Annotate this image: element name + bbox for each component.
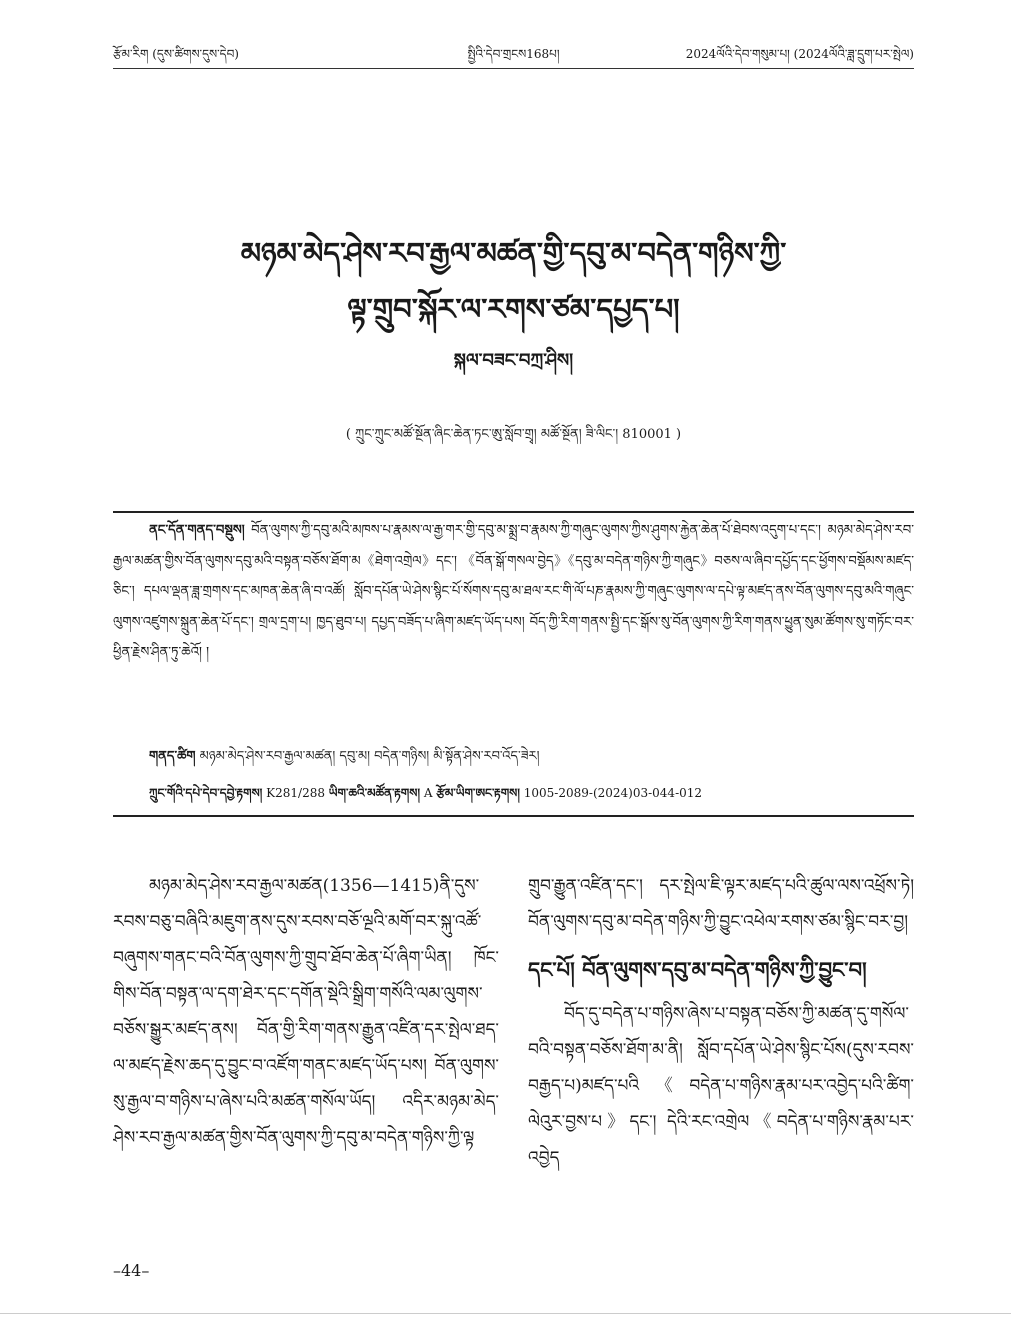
- author-name: སྐལ་བཟང་བཀྲ་ཤིས།: [453, 350, 574, 371]
- body-paragraph: བོད་དུ་བདེན་པ་གཉིས་ཞེས་པ་བསྟན་བཅོས་ཀྱི་མཚན་དུ་གསོལ་བའི་བསྟན་བཅོས་ཐོག་མ་ནི། སློབ་དཔོན་ཡེ་ཤེས་སྙིང་པོས(དུས་རབས་བརྒྱད་པ)མཛད་པའི《བདེན་པ་གཉིས་རྣམ་པར་འབྱེད་པའི་ཚིག་ལེའུར་བྱས་པ》དང་། དེའི་རང་འགྲེལ《བདེན་པ་གཉིས་རྣམ་པར་འབྱེད: [528, 1004, 914, 1168]
- issue-total-number: སྤྱིའི་དེབ་གྲངས168པ།: [467, 47, 560, 61]
- title-line-1: མཉམ་མེད་ཤེས་རབ་རྒྱལ་མཚན་གྱི་དབུ་མ་བདེན་གཉིས་ཀྱི་: [240, 236, 787, 270]
- section-heading: དང་པོ། བོན་ལུགས་དབུ་མ་བདེན་གཉིས་ཀྱི་བྱུང་བ།: [528, 957, 867, 982]
- clc-label: ཀྲུང་གོའི་དཔེ་དེབ་དབྱེ་རྟགས།: [149, 786, 263, 800]
- doc-code-label: ཡིག་ཆའི་མཚོན་རྟགས།: [328, 786, 421, 800]
- article-id-label: རྩོམ་ཡིག་ཨང་རྟགས།: [436, 786, 520, 800]
- title-line-2: ལྟ་གྲུབ་སྐོར་ལ་རགས་ཙམ་དཔྱད་པ།: [347, 292, 680, 326]
- header-rule: [113, 68, 914, 69]
- journal-name: རྩོམ་རིག (དུས་ཚིགས་དུས་དེབ): [113, 47, 239, 61]
- classification-line: [149, 781, 914, 805]
- keywords-label: གནད་ཚིག: [149, 749, 196, 764]
- body-column-left: [113, 868, 499, 1240]
- article-id-value: 1005-2089-(2024)03-044-012: [519, 786, 703, 800]
- abstract-label: ནང་དོན་གནད་བསྡུས།: [149, 523, 245, 538]
- body-column-right: [528, 868, 914, 1240]
- abstract-text: བོན་ལུགས་ཀྱི་དབུ་མའི་མཁས་པ་རྣམས་ལ་རྒྱ་གར་གྱི་དབུ་མ་སྨྲ་བ་རྣམས་ཀྱི་གཞུང་ལུགས་ཀྱིས་ཤུགས་རྐྱེན་ཆེན་པོ་ཐེབས་འདུག་པ་དང་། མཉམ་མེད་ཤེས་རབ་རྒྱལ་མཚན་གྱིས་བོན་ལུགས་དབུ་མའི་བསྟན་བཅོས་ཐོག་མ《ཐེག་འགྲེལ》དང་། 《བོན་སྒོ་གསལ་བྱེད》《དབུ་མ་བདེན་གཉིས་ཀྱི་གཞུང》བཅས་ལ་ཞིབ་དཔྱོད་དང་ཕྱོགས་བསྡོམས་མཛད་ཅིང་། དཔལ་ལྡན་ཟླ་གྲགས་དང་མཁན་ཆེན་ཞི་བ་འཚོ། སློབ་དཔོན་ཡེ་ཤེས་སྙིང་པོ་སོགས་དབུ་མ་ཐལ་རང་གི་ལོ་པཎ་རྣམས་ཀྱི་གཞུང་ལུགས་ལ་དཔེ་ལྟ་མཛད་ནས་བོན་ལུགས་དབུ་མའི་གཞུང་ལུགས་འཛུགས་སྐྲུན་ཆེན་པོ་དང་། གྲལ་དྲག་པ། ཁྱད་ཐུབ་པ། དཔྱད་བཟོད་པ་ཞིག་མཛད་ཡོད་པས། བོད་ཀྱི་རིག་གནས་སྤྱི་དང་སྒོས་སུ་བོན་ལུགས་ཀྱི་རིག་གནས་ཕྱུན་སུམ་ཚོགས་སུ་གཏོང་བར་ཕྱིན་རྗེས་ཤིན་ཏུ་ཆེའོ། །: [113, 523, 914, 661]
- doc-code-value: A: [420, 786, 437, 800]
- keywords: [149, 745, 914, 769]
- keywords-text: མཉམ་མེད་ཤེས་རབ་རྒྱལ་མཚན། དབུ་མ། བདེན་གཉིས། མི་སྟོན་ཤེས་རབ་འོད་ཟེར།: [195, 749, 540, 764]
- issue-date: 2024ལོའི་དེབ་གསུམ་པ། (2024ལོའི་ཟླ་དྲུག་པར་སྤེལ): [685, 47, 914, 61]
- article-title: [113, 225, 914, 337]
- abstract-bottom-rule: [113, 815, 914, 817]
- page-number: –44–: [113, 1261, 150, 1280]
- body-paragraph-continued: གྲུབ་རྒྱུན་འཛིན་དང་། དར་སྤེལ་ཇི་ལྟར་མཛད་པའི་ཚུལ་ལས་འཕྲོས་ཏེ། བོན་ལུགས་དབུ་མ་བདེན་གཉིས་ཀྱི་བྱུང་འཕེལ་རགས་ཙམ་སྙིང་བར་བྱ།: [528, 876, 914, 932]
- clc-value: K281/288: [262, 786, 329, 800]
- body-paragraph: མཉམ་མེད་ཤེས་རབ་རྒྱལ་མཚན(1356—1415)ནི་དུས་རབས་བཅུ་བཞིའི་མཇུག་ནས་དུས་རབས་བཅོ་ལྔའི་མགོ་བར་སྐུ་འཚོ་བཞུགས་གནང་བའི་བོན་ལུགས་ཀྱི་གྲུབ་ཐོབ་ཆེན་པོ་ཞིག་ཡིན། ཁོང་གིས་བོན་བསྟན་ལ་དག་ཐེར་དང་དགོན་སྡེའི་སྒྲིག་གསོའི་ལམ་ལུགས་བཅོས་སྒྱུར་མཛད་ནས། བོན་གྱི་རིག་གནས་རྒྱུན་འཛིན་དར་སྤེལ་ཐད་ལ་མཛད་རྗེས་ཆད་དུ་བྱུང་བ་འཛོག་གནང་མཛད་ཡོད་པས། བོན་ལུགས་སུ་རྒྱལ་བ་གཉིས་པ་ཞེས་པའི་མཚན་གསོལ་ཡོད། འདིར་མཉམ་མེད་ཤེས་རབ་རྒྱལ་མཚན་གྱིས་བོན་ལུགས་ཀྱི་དབུ་མ་བདེན་གཉིས་ཀྱི་ལྟ: [113, 876, 499, 1148]
- page-bottom-edge: [0, 1313, 1011, 1314]
- abstract: [113, 516, 914, 716]
- running-header: [113, 44, 914, 68]
- author-affiliation: ( ཀྲུང་ཀྲུང་མཚོ་སྔོན་ཞིང་ཆེན་ཏང་ཨུ་སློབ་གྲྭ། མཚོ་སྔོན། ཟི་ལིང་། 810001 ): [345, 427, 682, 442]
- abstract-top-rule: [113, 511, 914, 513]
